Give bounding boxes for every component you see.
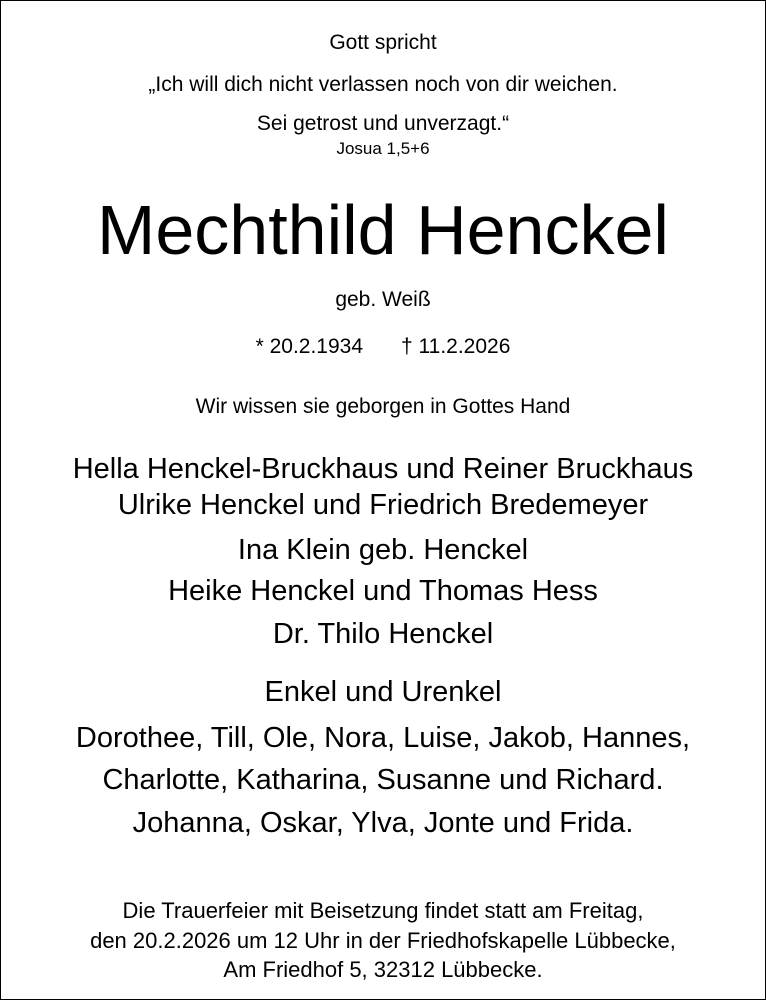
grandchildren-line: Johanna, Oskar, Ylva, Jonte und Frida. [132,807,634,839]
quote-line-2: Sei getrost und unverzagt.“ [256,112,510,135]
family-line: Hella Henckel-Bruckhaus und Reiner Bruckhaus [72,453,694,485]
birth-date: * 20.2.1934 [255,335,364,358]
family-line: Ulrike Henckel und Friedrich Bredemeyer [117,489,649,521]
funeral-info-line: Am Friedhof 5, 32312 Lübbecke. [223,957,543,982]
motto: Wir wissen sie geborgen in Gottes Hand [195,395,571,418]
funeral-info-line: den 20.2.2026 um 12 Uhr in der Friedhofskapelle Lübbecke, [90,928,676,953]
family-line: Dr. Thilo Henckel [272,618,494,650]
life-dates [0,336,766,357]
quote-intro: Gott spricht [329,31,437,54]
grandchildren-line: Charlotte, Katharina, Susanne und Richard. [102,764,664,796]
quote-reference: Josua 1,5+6 [336,139,430,158]
grandchildren-line: Dorothee, Till, Ole, Nora, Luise, Jakob, Hannes, [75,722,691,754]
maiden-name: geb. Weiß [335,288,431,311]
family-line: Heike Henckel und Thomas Hess [168,575,598,607]
funeral-info-line: Die Trauerfeier mit Beisetzung findet statt am Freitag, [122,898,644,923]
family-line: Ina Klein geb. Henckel [237,534,529,566]
grandchildren-heading: Enkel und Urenkel [264,676,502,708]
quote-line-1: „Ich will dich nicht verlassen noch von dir weichen. [148,73,618,96]
death-date: † 11.2.2026 [401,335,511,358]
deceased-name: Mechthild Henckel [97,191,669,269]
